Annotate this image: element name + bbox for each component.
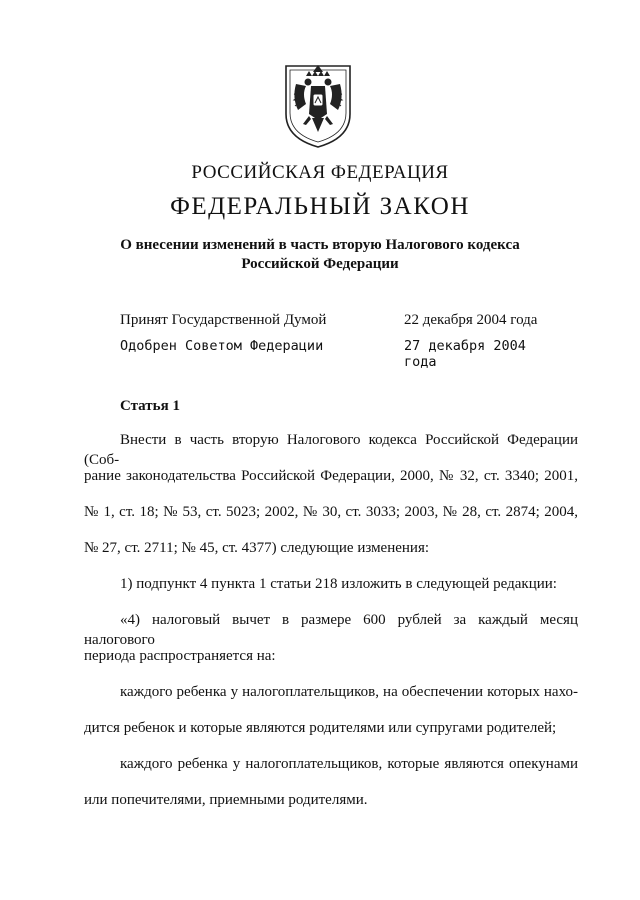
law-title-line: Российской Федерации: [241, 256, 399, 272]
document-type: ФЕДЕРАЛЬНЫЙ ЗАКОН: [170, 193, 470, 220]
russian-coat-of-arms-icon: [276, 54, 360, 150]
adoption-council-label: Одобрен Советом Федерации: [120, 338, 324, 354]
adoption-duma-row: [120, 312, 560, 332]
body-line: 1) подпункт 4 пункта 1 статьи 218 изложить в следующей редакции:: [120, 576, 557, 592]
body-line: или попечителями, приемными родителями.: [84, 792, 368, 808]
body-line: № 27, ст. 2711; № 45, ст. 4377) следующие изменения:: [84, 540, 430, 556]
body-line: № 1, ст. 18; № 53, ст. 5023; 2002, № 30, ст. 3033; 2003, № 28, ст. 2874; 2004,: [84, 504, 578, 520]
law-title-line: О внесении изменений в часть вторую Налогового кодекса: [120, 237, 520, 253]
body-line: каждого ребенка у налогоплательщиков, на обеспечении которых нахо-: [120, 684, 578, 700]
body-line: дится ребенок и которые являются родителями или супругами родителей;: [84, 720, 557, 736]
body-line: Внести в часть вторую Налогового кодекса Российской Федерации (Соб-: [84, 432, 578, 468]
body-line: периода распространяется на:: [84, 648, 276, 664]
adoption-council-row: [120, 338, 560, 370]
law-title: [60, 236, 580, 274]
article-heading: Статья 1: [120, 398, 180, 414]
adoption-duma-label: Принят Государственной Думой: [120, 312, 327, 328]
body-line: рание законодательства Российской Федерации, 2000, № 32, ст. 3340; 2001,: [84, 468, 578, 484]
body-line: «4) налоговый вычет в размере 600 рублей за каждый месяц налогового: [84, 612, 578, 648]
adoption-council-date: 27 декабря 2004 года: [404, 338, 526, 370]
country-name: РОССИЙСКАЯ ФЕДЕРАЦИЯ: [191, 162, 449, 183]
adoption-duma-date: 22 декабря 2004 года: [404, 312, 538, 328]
body-line: каждого ребенка у налогоплательщиков, которые являются опекунами: [120, 756, 578, 772]
